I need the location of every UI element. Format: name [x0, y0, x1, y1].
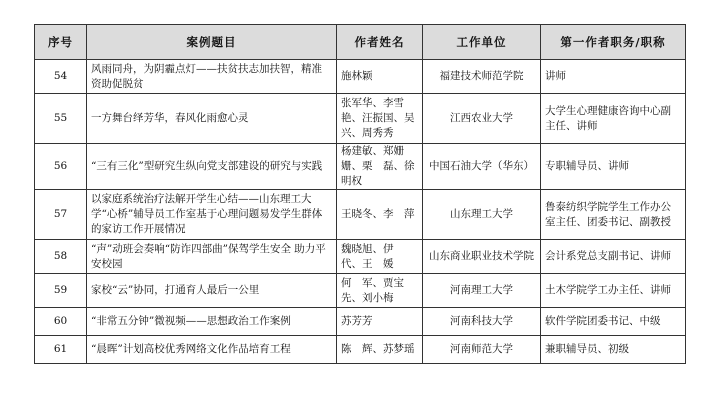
table-row	[35, 240, 686, 274]
header-author: 作者姓名	[337, 25, 423, 60]
cell-role: 土木学院学工办主任、讲师	[541, 274, 686, 308]
cell-role: 兼职辅导员、初级	[541, 336, 686, 364]
table-row	[35, 60, 686, 94]
cell-num: 61	[35, 336, 87, 364]
header-title: 案例题目	[87, 25, 337, 60]
cell-title: 一方舞台绎芳华，春风化雨愈心灵	[87, 94, 337, 144]
header-role: 第一作者职务/职称	[541, 25, 686, 60]
cell-role: 鲁泰纺织学院学生工作办公室主任、团委书记、副教授	[541, 190, 686, 240]
cell-unit: 河南师范大学	[423, 336, 541, 364]
cell-role: 大学生心理健康咨询中心副主任、讲师	[541, 94, 686, 144]
cell-unit: 河南理工大学	[423, 274, 541, 308]
cell-author: 杨建敏、郑姗姗、栗 磊、徐明权	[337, 144, 423, 190]
table-row	[35, 144, 686, 190]
cell-author: 何 军、贾宝先、刘小梅	[337, 274, 423, 308]
table-row	[35, 336, 686, 364]
cell-unit: 江西农业大学	[423, 94, 541, 144]
cell-title: “三有三化”型研究生纵向党支部建设的研究与实践	[87, 144, 337, 190]
cell-unit: 山东理工大学	[423, 190, 541, 240]
cell-role: 讲师	[541, 60, 686, 94]
cell-title: “非常五分钟”微视频——思想政治工作案例	[87, 308, 337, 336]
cell-author: 施林颖	[337, 60, 423, 94]
cell-num: 54	[35, 60, 87, 94]
cell-num: 55	[35, 94, 87, 144]
header-num: 序号	[35, 25, 87, 60]
cell-author: 陈 辉、苏梦瑶	[337, 336, 423, 364]
cell-num: 59	[35, 274, 87, 308]
cell-unit: 福建技术师范学院	[423, 60, 541, 94]
cell-unit: 河南科技大学	[423, 308, 541, 336]
cell-unit: 中国石油大学（华东）	[423, 144, 541, 190]
cell-author: 张军华、李雪艳、汪振国、吴 兴、周秀秀	[337, 94, 423, 144]
table-row	[35, 94, 686, 144]
cell-num: 56	[35, 144, 87, 190]
cell-role: 会计系党总支副书记、讲师	[541, 240, 686, 274]
table-row	[35, 308, 686, 336]
cell-author: 苏芳芳	[337, 308, 423, 336]
cell-title: “晨晖”计划高校优秀网络文化作品培育工程	[87, 336, 337, 364]
cell-title: 家校“云”协同，打通育人最后一公里	[87, 274, 337, 308]
cell-role: 专职辅导员、讲师	[541, 144, 686, 190]
cell-num: 60	[35, 308, 87, 336]
cell-title: “声”动班会奏响“防诈四部曲”保驾学生安全 助力平安校园	[87, 240, 337, 274]
header-row	[35, 25, 686, 60]
cell-title: 风雨同舟，为阴霾点灯——扶贫扶志加扶智，精准资助促脱贫	[87, 60, 337, 94]
case-table	[34, 24, 686, 364]
cell-unit: 山东商业职业技术学院	[423, 240, 541, 274]
cell-role: 软件学院团委书记、中级	[541, 308, 686, 336]
cell-title: 以家庭系统治疗法解开学生心结——山东理工大学“心桥”辅导员工作室基于心理问题易发学生群体的家访工作开展情况	[87, 190, 337, 240]
cell-num: 58	[35, 240, 87, 274]
header-unit: 工作单位	[423, 25, 541, 60]
table-row	[35, 190, 686, 240]
cell-author: 王晓冬、李 萍	[337, 190, 423, 240]
cell-author: 魏晓旭、伊 代、王 媛	[337, 240, 423, 274]
cell-num: 57	[35, 190, 87, 240]
table-row	[35, 274, 686, 308]
